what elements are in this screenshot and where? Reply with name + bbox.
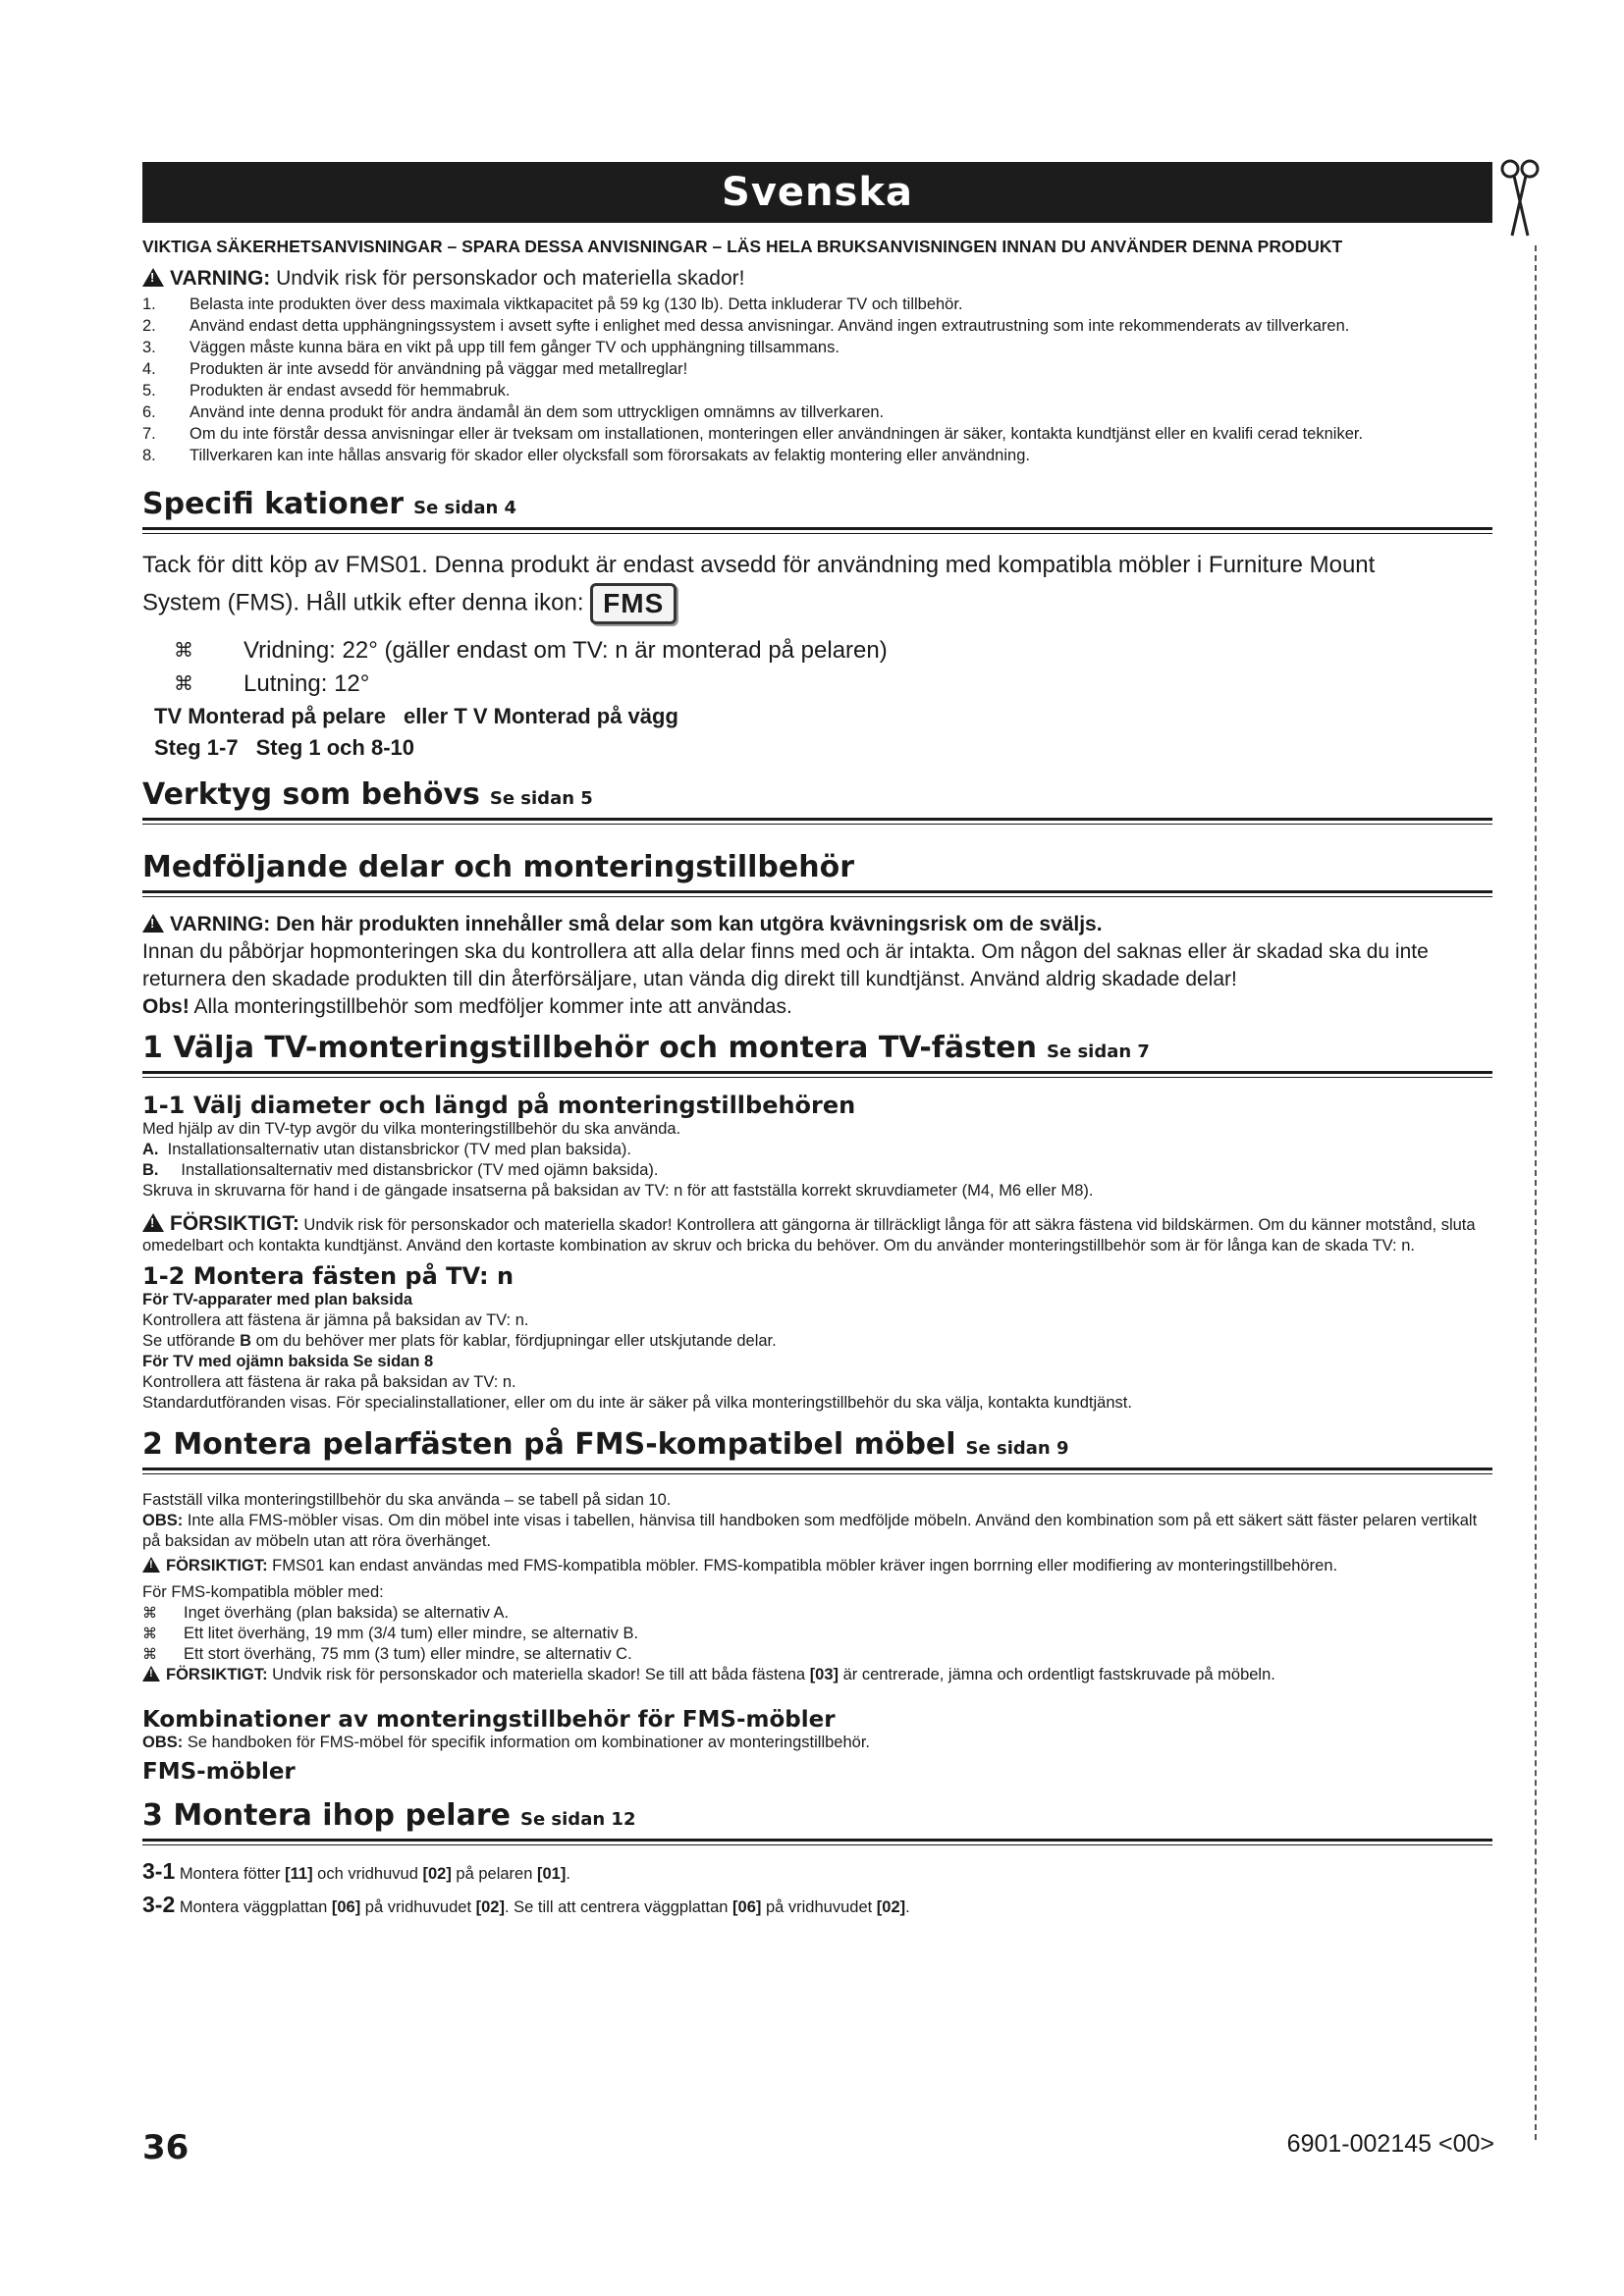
uneven-heading: För TV med ojämn baksida Se sidan 8 — [142, 1353, 434, 1370]
parts-warning-text: VARNING: Den här produkten innehåller små delar som kan utgöra kvävningsrisk om de sväljs. — [170, 913, 1103, 935]
sub1-text: Med hjälp av din TV-typ avgör du vilka monteringstillbehör du ska använda. — [142, 1120, 681, 1138]
cut-line — [1535, 245, 1537, 2140]
spec-bullet-text: Vridning: 22° (gäller endast om TV: n är monterad på pelaren) — [244, 637, 888, 664]
warning-label: VARNING: — [170, 267, 271, 290]
list-item — [142, 446, 1492, 465]
option-a — [142, 1140, 1492, 1160]
list-item — [142, 359, 1492, 379]
part-code: [06] — [732, 1898, 762, 1916]
spec-intro-line2: System (FMS). Håll utkik efter denna ikon: — [142, 589, 584, 616]
section-1 — [142, 1031, 1492, 1414]
list-item — [142, 381, 1492, 400]
step-number: 3-1 — [142, 1858, 176, 1884]
part-code: [02] — [475, 1898, 505, 1916]
part-code: [02] — [876, 1898, 906, 1916]
part-code: [01] — [536, 1865, 567, 1883]
page-number: 36 — [142, 2128, 189, 2167]
safety-title: VIKTIGA SÄKERHETSANVISNINGAR – SPARA DESSA ANVISNINGAR – LÄS HELA BRUKSANVISNINGEN INNAN DU ANVÄNDER DENNA PRODUKT — [142, 237, 1343, 256]
option-b-label: B. — [142, 1161, 159, 1179]
flat-b-pre: Se utförande — [142, 1332, 241, 1350]
spec-intro-line1: Tack för ditt köp av FMS01. Denna produkt är endast avsedd för användning med kompatibla möbler i Furniture Mount — [142, 552, 1376, 578]
section-3-ref: Se sidan 12 — [519, 1809, 636, 1830]
section-3 — [142, 1798, 1492, 1918]
section-1-ref: Se sidan 7 — [1047, 1041, 1150, 1062]
part-code: [02] — [422, 1865, 452, 1883]
compat-bullet — [142, 1644, 1492, 1665]
warning-icon — [142, 1557, 160, 1573]
flat-b-text — [142, 1331, 1492, 1352]
flat-b-post: om du behöver mer plats för kablar, fördjupningar eller utskjutande delar. — [251, 1332, 777, 1350]
step-3-1 — [142, 1858, 1492, 1885]
tools-heading — [142, 777, 1492, 821]
part-code: [11] — [285, 1865, 313, 1883]
warning-icon — [142, 1213, 164, 1232]
list-item — [142, 316, 1492, 336]
section-1-title: 1 Välja TV-monteringstillbehör och montera TV-fästen — [142, 1031, 1037, 1065]
spec-section — [142, 487, 1492, 764]
cond-steps-wall: Steg 1 och 8-10 — [255, 735, 414, 760]
option-b-text: Installationsalternativ med distansbrickor (TV med ojämn baksida). — [181, 1161, 659, 1179]
screw-text: Skruva in skruvarna för hand i de gängade insatserna på baksidan av TV: n för att fastställa korrekt skruvdiameter (M4, M6 eller M8). — [142, 1182, 1094, 1200]
spec-title: Specifi kationer — [142, 487, 405, 521]
item-text: Använd endast detta upphängningssystem i avsett syfte i enlighet med dessa anvisningar. Använd ingen extrautrustning som inte rekommenderats av tillverkaren. — [189, 317, 1350, 335]
section-2-heading — [142, 1427, 1492, 1470]
s2-obs — [142, 1511, 1492, 1552]
item-text: Produkten är inte avsedd för användning på väggar med metallreglar! — [189, 360, 688, 378]
section-2 — [142, 1427, 1492, 1785]
list-item — [142, 338, 1492, 357]
warning-icon — [142, 914, 164, 933]
step-number: 3-2 — [142, 1892, 176, 1917]
document-page — [142, 162, 1492, 1918]
step-text: . — [566, 1865, 570, 1883]
spec-ref: Se sidan 4 — [413, 498, 517, 518]
section-3-heading — [142, 1798, 1492, 1842]
obs-text: Alla monteringstillbehör som medföljer kommer inte att användas. — [189, 995, 792, 1018]
option-a-label: A. — [142, 1141, 159, 1158]
step-3-2 — [142, 1892, 1492, 1918]
obs-text: Se handboken för FMS-möbel för specifik information om kombinationer av monteringstillbehör. — [183, 1734, 871, 1751]
cond-pillar: TV Monterad på pelare — [154, 704, 386, 728]
spec-intro — [142, 548, 1492, 624]
item-number: 4. — [142, 360, 156, 378]
item-number: 8. — [142, 447, 156, 464]
item-number: 5. — [142, 382, 156, 400]
obs-text: Inte alla FMS-möbler visas. Om din möbel inte visas i tabellen, hänvisa till handboken som medföljde möbeln. Använd den kombination som på ett säkert sätt fäster pelaren vertikalt på baksidan av möbeln utan att röra överhänget. — [142, 1512, 1478, 1550]
s2-caution-1 — [142, 1556, 1492, 1576]
document-code: 6901-002145 <00> — [1286, 2130, 1494, 2158]
list-item — [142, 424, 1492, 444]
caution-text: FMS01 kan endast användas med FMS-kompatibla möbler. FMS-kompatibla möbler kräver ingen borrning eller modifiering av monteringstillbehören. — [267, 1557, 1338, 1575]
bullet-icon: ⌘ — [174, 673, 193, 695]
obs-label: OBS: — [142, 1512, 184, 1529]
compat-bullet-text: Ett litet överhäng, 19 mm (3/4 tum) eller mindre, se alternativ B. — [184, 1625, 639, 1642]
step-text: på vridhuvudet — [761, 1898, 877, 1916]
flat-text: Kontrollera att fästena är jämna på baksidan av TV: n. — [142, 1311, 529, 1329]
warning-text: Undvik risk för personskador och materiella skador! — [270, 267, 745, 290]
caution-label: FÖRSIKTIGT: — [166, 1666, 268, 1683]
step-text: på vridhuvudet — [360, 1898, 476, 1916]
part-code: [03] — [809, 1666, 839, 1683]
compat-bullet-text: Ett stort överhäng, 75 mm (3 tum) eller mindre, se alternativ C. — [184, 1645, 632, 1663]
parts-obs — [142, 993, 1492, 1021]
item-number: 7. — [142, 425, 156, 443]
caution-label: FÖRSIKTIGT: — [166, 1557, 268, 1575]
section-1-heading — [142, 1031, 1492, 1074]
obs-label: OBS: — [142, 1734, 184, 1751]
option-a-text: Installationsalternativ utan distansbrickor (TV med plan baksida). — [167, 1141, 631, 1158]
spec-heading — [142, 487, 1492, 530]
caution-text: Undvik risk för personskador och materiella skador! Kontrollera att gängorna är tillräckligt långa för att säkra fästena vid bildskärmen. Om du känner motstånd, sluta omedelbart och kontakta kundtjänst. Använd den kortaste kombination av skruv och bricka du behöver. Om du använder monteringstillbehör som är för långa kan de skada TV: n. — [142, 1216, 1476, 1255]
fms-badge-icon: FMS — [590, 583, 677, 624]
item-number: 6. — [142, 403, 156, 421]
item-text: Produkten är endast avsedd för hemmabruk. — [189, 382, 511, 400]
s2-text1: Fastställ vilka monteringstillbehör du ska använda – se tabell på sidan 10. — [142, 1491, 672, 1509]
bullet-icon: ⌘ — [142, 1605, 157, 1622]
cond-wall: eller T V Monterad på vägg — [403, 704, 678, 728]
parts-warning — [142, 911, 1492, 938]
option-b — [142, 1160, 1492, 1181]
subsection-1-1: 1-1 Välj diameter och längd på monteringstillbehören — [142, 1092, 856, 1119]
uneven-text: Kontrollera att fästena är raka på baksidan av TV: n. — [142, 1373, 516, 1391]
flat-b-label: B — [240, 1332, 251, 1350]
tools-ref: Se sidan 5 — [489, 788, 593, 809]
comb-obs — [142, 1733, 1492, 1753]
warning-icon — [142, 268, 164, 287]
compat-bullet-text: Inget överhäng (plan baksida) se alternativ A. — [184, 1604, 510, 1622]
compat-bullet — [142, 1603, 1492, 1624]
step-text: Montera väggplattan — [175, 1898, 332, 1916]
warning-icon — [142, 1666, 160, 1682]
spec-bullet — [142, 667, 1492, 701]
list-item — [142, 294, 1492, 314]
item-number: 2. — [142, 317, 156, 335]
step-text: . — [905, 1898, 910, 1916]
item-text: Belasta inte produkten över dess maximala viktkapacitet på 59 kg (130 lb). Detta inkluderar TV och tillbehör. — [189, 295, 963, 313]
caution-label: FÖRSIKTIGT: — [170, 1212, 299, 1235]
spec-bullet — [142, 634, 1492, 667]
flat-heading: För TV-apparater med plan baksida — [142, 1291, 413, 1308]
obs-label: Obs! — [142, 995, 189, 1018]
step-text: på pelaren — [451, 1865, 537, 1883]
tools-section — [142, 777, 1492, 821]
item-number: 3. — [142, 339, 156, 356]
parts-heading: Medföljande delar och monteringstillbehör — [142, 850, 1492, 893]
standard-text: Standardutföranden visas. För specialinstallationer, eller om du inte är säker på vilka monteringstillbehör du ska välja, kontakta kundtjänst. — [142, 1394, 1132, 1412]
caution-1 — [142, 1213, 1492, 1256]
step-text: och vridhuvud — [312, 1865, 423, 1883]
safety-list — [142, 294, 1492, 465]
section-2-title: 2 Montera pelarfästen på FMS-kompatibel möbel — [142, 1427, 956, 1462]
cond-steps-pillar: Steg 1-7 — [154, 735, 239, 760]
parts-section — [142, 850, 1492, 1021]
language-banner: Svenska — [142, 162, 1492, 223]
item-number: 1. — [142, 295, 156, 313]
s2-caution-2 — [142, 1665, 1492, 1685]
combinations-heading: Kombinationer av monteringstillbehör för FMS-möbler — [142, 1707, 836, 1733]
warning-line — [142, 267, 1492, 291]
item-text: Använd inte denna produkt för andra ändamål än dem som uttryckligen omnämns av tillverkaren. — [189, 403, 885, 421]
list-item — [142, 402, 1492, 422]
subsection-1-2: 1-2 Montera fästen på TV: n — [142, 1262, 514, 1290]
item-text: Tillverkaren kan inte hållas ansvarig för skador eller olycksfall som förorsakats av felaktig montering eller användning. — [189, 447, 1030, 464]
caution-post: är centrerade, jämna och ordentligt fastskruvade på möbeln. — [839, 1666, 1275, 1683]
item-text: Väggen måste kunna bära en vikt på upp till fem gånger TV och upphängning tillsammans. — [189, 339, 839, 356]
bullet-icon: ⌘ — [174, 640, 193, 662]
parts-text: Innan du påbörjar hopmonteringen ska du kontrollera att alla delar finns med och är intakta. Om någon del saknas eller är skadad ska du inte returnera den skadade produkten till din återförsäljare, utan vända dig direkt till kundtjänst. Använd aldrig skadade delar! — [142, 940, 1429, 990]
part-code: [06] — [331, 1898, 361, 1916]
caution-pre: Undvik risk för personskador och materiella skador! Se till att båda fästena — [267, 1666, 810, 1683]
step-text: Montera fötter — [175, 1865, 286, 1883]
bullet-icon: ⌘ — [142, 1626, 157, 1642]
compat-intro: För FMS-kompatibla möbler med: — [142, 1583, 384, 1601]
section-3-title: 3 Montera ihop pelare — [142, 1798, 511, 1833]
fms-furniture-heading: FMS-möbler — [142, 1759, 296, 1785]
item-text: Om du inte förstår dessa anvisningar eller är tveksam om installationen, monteringen eller användningen är säker, kontakta kundtjänst eller en kvalifi cerad tekniker. — [189, 425, 1364, 443]
section-2-ref: Se sidan 9 — [965, 1438, 1069, 1459]
step-text: . Se till att centrera väggplattan — [504, 1898, 733, 1916]
scissors-icon — [1500, 157, 1540, 245]
tools-title: Verktyg som behövs — [142, 777, 480, 812]
bullet-icon: ⌘ — [142, 1646, 157, 1663]
mount-conditions — [154, 701, 1492, 764]
compat-bullet — [142, 1624, 1492, 1644]
spec-bullet-text: Lutning: 12° — [244, 670, 370, 697]
